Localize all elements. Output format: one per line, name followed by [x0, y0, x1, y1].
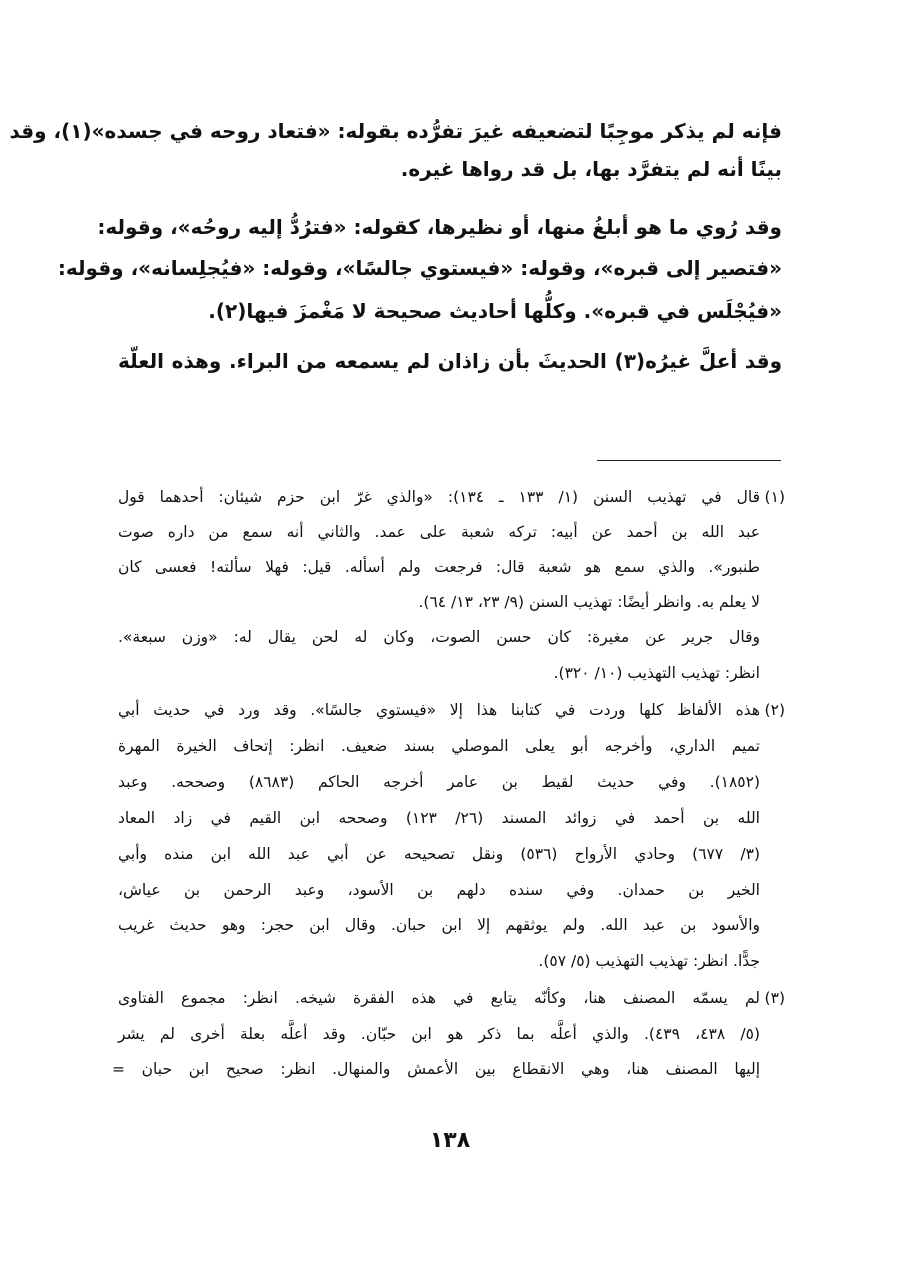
footnote-number: (١) [764, 488, 785, 506]
footnote-line: قال في تهذيب السنن (١/ ١٣٣ ـ ١٣٤): «والذي غرّ ابن حزم شيئان: أحدهما قول [118, 488, 760, 506]
footnote-line: طنبور». والذي سمع هو شعبة قال: فرجعت ولم أسأله. قيل: فهلا سألته! فعسى كان [118, 558, 760, 576]
page-number: ١٣٨ [429, 1128, 471, 1153]
footnote-number: (٢) [764, 701, 785, 719]
footnote-line: هذه الألفاظ كلها وردت في كتابنا هذا إلا «فيستوي جالسًا». وقد ورد في حديث أبي [118, 701, 760, 719]
main-line: «فيُجْلَس في قبره». وكلُّها أحاديث صحيحة لا مَغْمزَ فيها(٢). [208, 299, 782, 323]
footnote-line: (٣/ ٦٧٧) وحادي الأرواح (٥٣٦) ونقل تصحيحه عن أبي عبد الله ابن منده وأبي [118, 845, 760, 863]
footnote-line: انظر: تهذيب التهذيب (١٠/ ٣٢٠). [553, 664, 760, 682]
footnote-line: (١٨٥٢). وفي حديث لقيط بن عامر أخرجه الحاكم (٨٦٨٣) وصححه. وعبد [118, 773, 760, 791]
footnote-separator [597, 460, 781, 461]
main-line: فإنه لم يذكر موجِبًا لتضعيفه غيرَ تفرُّده بقوله: «فتعاد روحه في جسده»(١)، وقد [9, 119, 782, 143]
main-line: وقد رُوي ما هو أبلغُ منها، أو نظيرها، كقوله: «فترُدُّ إليه روحُه»، وقوله: [97, 215, 782, 239]
main-line: بينًا أنه لم يتفرَّد بها، بل قد رواها غيره. [400, 157, 782, 181]
footnote-line: الله بن أحمد في زوائد المسند (٢٦/ ١٢٣) وصححه ابن القيم في زاد المعاد [118, 809, 760, 827]
footnote-line: لا يعلم به. وانظر أيضًا: تهذيب السنن (٩/ ٢٣، ١٣/ ٦٤). [418, 593, 760, 611]
footnote-line: تميم الداري، وأخرجه أبو يعلى الموصلي بسند ضعيف. انظر: إتحاف الخيرة المهرة [118, 737, 760, 755]
footnote-line: وقال جرير عن مغيرة: كان حسن الصوت، وكان له لحن يقال له: «وزن سبعة». [118, 628, 760, 646]
main-line: وقد أعلَّ غيرُه(٣) الحديثَ بأن زاذان لم يسمعه من البراء. وهذه العلّة [118, 349, 783, 373]
footnote-line: لم يسمّه المصنف هنا، وكأنّه يتابع في هذه الفقرة شيخه. انظر: مجموع الفتاوى [118, 989, 760, 1007]
footnote-line: (٥/ ٤٣٨، ٤٣٩). والذي أعلَّه بما ذكر هو ابن حبّان. وقد أعلَّه بعلة أخرى لم يشر [118, 1025, 760, 1043]
footnote-line: الخير بن حمدان. وفي سنده دلهم بن الأسود، وعبد الرحمن بن عياش، [118, 881, 760, 899]
main-line: «فتصير إلى قبره»، وقوله: «فيستوي جالسًا»، وقوله: «فيُجلِسانه»، وقوله: [57, 256, 782, 280]
footnote-line: إليها المصنف هنا، وهي الانقطاع بين الأعمش والمنهال. انظر: صحيح ابن حبان = [112, 1060, 760, 1078]
footnote-number: (٣) [764, 989, 785, 1007]
footnote-line: عبد الله بن أحمد عن أبيه: تركه شعبة على عمد. والثاني أنه سمع من داره صوت [118, 523, 760, 541]
footnote-line: والأسود بن عبد الله. ولم يوثقهم إلا ابن حبان. وقال ابن حجر: وهو حديث غريب [118, 916, 760, 934]
footnote-line: جدًّا. انظر: تهذيب التهذيب (٥/ ٥٧). [538, 952, 760, 970]
